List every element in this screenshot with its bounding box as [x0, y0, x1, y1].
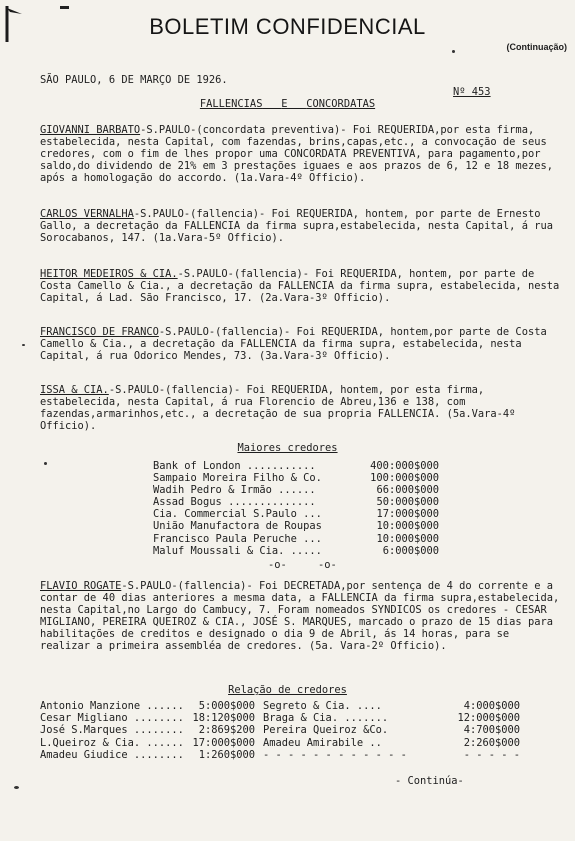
- entry-name: CARLOS VERNALHA: [40, 208, 134, 220]
- table-row: Amadeu Giudice ........ 1:260$000 - - - - - - - - - - - - - - - - -: [40, 748, 520, 761]
- table-row: Antonio Manzione ...... 5:000$000 Segreto & Cia. .... 4:000$000: [40, 700, 520, 712]
- entry-text: -S.PAULO-(fallencia)- Foi REQUERIDA, hontem, por parte de Ernesto Gallo, a decretação da FALLENCIA da firma supra,estabelecida, nesta Capital, á rua Sorocabanos, 147. (1a.Vara-5º Officio).: [40, 208, 553, 244]
- entry-text: -S.PAULO-(fallencia)- Foi REQUERIDA, hontem,por parte de Costa Camello & Cia., a decretação da FALLENCIA da firma supra, estabelecida, nesta Capital, á rua Odorico Mendes, 73. (3a.Vara-3º Officio).: [40, 326, 547, 362]
- list-item: Bank of London ........... 400:000$000: [153, 460, 439, 472]
- list-item: Maluf Moussali & Cia. ..... 6:000$000: [153, 544, 439, 557]
- entry-name: ISSA & CIA.: [40, 384, 109, 396]
- bulletin-number-text: Nº 453: [453, 86, 491, 98]
- section-heading: FALLENCIAS E CONCORDATAS: [199, 98, 376, 110]
- list-item: União Manufactora de Roupas 10:000$000: [153, 520, 439, 533]
- place-date: SÃO PAULO, 6 DE MARÇO DE 1926.: [40, 74, 228, 86]
- entry-text: -S.PAULO-(fallencia)- Foi DECRETADA,por sentença de 4 do corrente e a contar de 40 dias anteriores a mesma data, a FALLENCIA da firma supra,estabelecida, nesta Capital,no Largo do Cambucy, 7. Foram nomeados SYNDICOS os credores - CESAR MIGLIANO, PEREIRA QUEIROZ & CIA., JOSÉ S. MARQUES, marcado o prazo de 15 dias para habilitações de creditos e designado o dia 9 de Abril, ás 14 horas, para se realizar a primeira assembléa de credores. (5a. Vara-2º Officio).: [40, 580, 560, 652]
- ink-dash: [60, 6, 69, 9]
- entry-francisco-de-franco: [40, 326, 562, 362]
- ink-speck: [44, 462, 47, 465]
- ink-speck: [14, 786, 19, 789]
- entry-text: -S.PAULO-(concordata preventiva)- Foi REQUERIDA,por esta firma, estabelecida, nesta Capital, com fazendas, brins,capas,etc., a convocação de seus credores, com o fim de lhes propor uma CONCORDATA PREVENTIVA, para pagamento,por saldo,do dividendo de 21% em 3 prestações iguaes e aos prazos de 6, 12 e 18 mezes, após a homologação do accordo. (1a.Vara-4º Officio).: [40, 124, 553, 184]
- relacao-credores-list: [40, 700, 562, 761]
- entry-issa-cia: [40, 384, 562, 432]
- list-item: Francisco Paula Peruche ... 10:000$000: [153, 532, 439, 545]
- list-item: Cia. Commercial S.Paulo ... 17:000$000: [153, 508, 439, 521]
- continuation-label: (Continuação): [506, 42, 567, 52]
- table-row: José S.Marques ........ 2:869$200 Pereira Queiroz &Co. 4:700$000: [40, 724, 520, 737]
- table-row: Cesar Migliano ........ 18:120$000 Braga & Cia. ....... 12:000$000: [40, 712, 520, 725]
- entry-carlos-vernalha: [40, 208, 562, 244]
- entry-name: FLAVIO ROGATE: [40, 580, 122, 592]
- entry-text: -S.PAULO-(fallencia)- Foi REQUERIDA, hontem, por esta firma, estabelecida, nesta Capital, á rua Florencio de Abreu,136 e 138, com fazendas,armarinhos,etc., a decretação de sua propria FALLENCIA. (5a.Vara-4º Officio).: [40, 384, 516, 432]
- separator: -o- -o-: [268, 559, 337, 571]
- list-item: Wadih Pedro & Irmão ...... 66:000$000: [153, 484, 439, 497]
- entry-name: FRANCISCO DE FRANCO: [40, 326, 159, 338]
- entry-text: -S.PAULO-(fallencia)- Foi REQUERIDA, hontem, por parte de Costa Camello & Cia., a decretação da FALLENCIA da firma supra, estabelecida, nesta Capital, á Lad. São Francisco, 17. (2a.Vara-3º Officio).: [40, 268, 560, 304]
- maiores-credores-list: [153, 460, 439, 557]
- continua-label: - Continúa-: [395, 775, 464, 787]
- page-title: BOLETIM CONFIDENCIAL: [149, 14, 426, 39]
- list-item: Sampaio Moreira Filho & Co. 100:000$000: [153, 472, 439, 485]
- entry-name: HEITOR MEDEIROS & CIA.: [40, 268, 178, 280]
- relacao-credores-title: Relação de credores: [228, 684, 347, 696]
- ink-speck: [452, 50, 455, 53]
- maiores-credores-title: Maiores credores: [237, 442, 338, 454]
- entry-flavio-rogate: [40, 580, 562, 652]
- entry-giovanni-barbato: [40, 124, 562, 184]
- entry-name: GIOVANNI BARBATO: [40, 124, 141, 136]
- table-row: L.Queiroz & Cia. ...... 17:000$000 Amadeu Amirabile .. 2:260$000: [40, 736, 520, 749]
- ink-speck: [22, 344, 25, 346]
- entry-heitor-medeiros: [40, 268, 562, 304]
- list-item: Assad Bogus .............. 50:000$000: [153, 496, 439, 509]
